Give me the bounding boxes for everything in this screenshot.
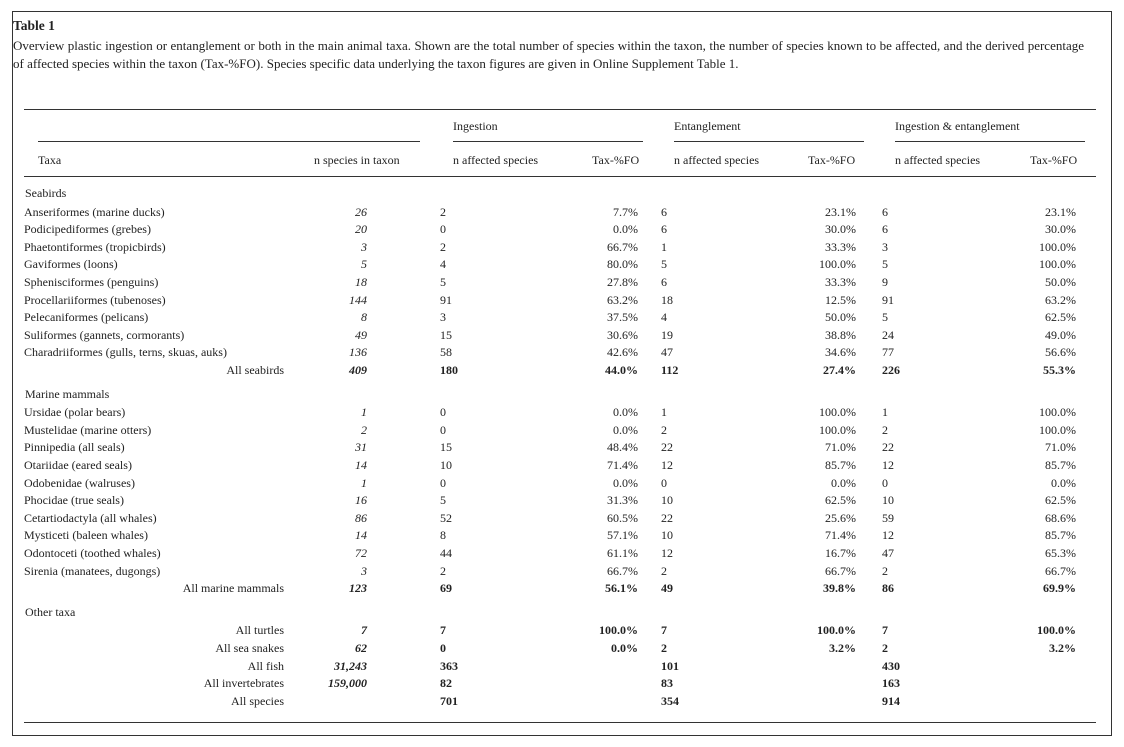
cell-both-n: 86 xyxy=(882,581,894,596)
cell-ingestion-n: 4 xyxy=(440,257,446,272)
cell-n-species: 123 xyxy=(349,581,367,596)
cell-entanglement-n: 10 xyxy=(661,528,673,543)
table-row xyxy=(24,309,1084,326)
cell-entanglement-pct: 62.5% xyxy=(825,493,856,508)
cell-ingestion-pct: 0.0% xyxy=(611,641,638,655)
cell-taxa: Procellariiformes (tubenoses) xyxy=(24,292,166,307)
cell-ingestion-pct: 0.0% xyxy=(613,222,638,237)
cell-entanglement-pct: 30.0% xyxy=(825,222,856,237)
cell-taxa: Podicipediformes (grebes) xyxy=(24,222,151,237)
cell-taxa: All invertebrates xyxy=(203,676,284,691)
cell-n-species: 20 xyxy=(355,222,367,237)
cell-n-species: 1 xyxy=(361,405,367,420)
cell-both-n: 6 xyxy=(882,222,888,237)
cell-n-species: 3 xyxy=(361,563,367,578)
table-row xyxy=(24,492,1084,509)
cell-ingestion-n: 7 xyxy=(440,623,446,638)
cell-ingestion-pct: 66.7% xyxy=(607,563,638,578)
cell-taxa: Charadriiformes (gulls, terns, skuas, auks) xyxy=(24,345,227,360)
cell-entanglement-n: 22 xyxy=(661,440,673,455)
cell-entanglement-n: 1 xyxy=(661,239,667,254)
cell-n-species: 62 xyxy=(355,641,367,655)
cell-both-pct: 63.2% xyxy=(1045,292,1076,307)
cell-taxa: All seabirds xyxy=(226,363,284,377)
cell-ingestion-n: 0 xyxy=(440,475,446,490)
cell-n-species: 1 xyxy=(361,475,367,490)
cell-ingestion-pct: 56.1% xyxy=(605,581,638,596)
header-both-n: n affected species xyxy=(895,153,981,167)
cell-both-n: 5 xyxy=(882,257,888,272)
cell-ingestion-n: 91 xyxy=(440,292,452,307)
cell-both-pct: 71.0% xyxy=(1045,440,1076,455)
cell-ingestion-n: 2 xyxy=(440,563,446,578)
cell-both-n: 77 xyxy=(882,345,894,360)
header-both-pct: Tax-%FO xyxy=(1030,153,1078,167)
cell-ingestion-pct: 0.0% xyxy=(613,405,638,420)
cell-n-species: 49 xyxy=(355,327,367,342)
cell-entanglement-n: 7 xyxy=(661,623,667,638)
table-row xyxy=(24,274,1084,291)
cell-n-species: 31,243 xyxy=(334,658,367,673)
cell-entanglement-pct: 71.4% xyxy=(825,528,856,543)
table-total-row xyxy=(24,622,1084,639)
cell-entanglement-pct: 33.3% xyxy=(825,275,856,289)
cell-both-pct: 50.0% xyxy=(1045,275,1076,289)
table-row xyxy=(24,204,1084,221)
cell-ingestion-n: 82 xyxy=(440,676,452,691)
cell-entanglement-pct: 38.8% xyxy=(825,327,856,342)
cell-n-species: 86 xyxy=(355,510,367,525)
cell-taxa: Cetartiodactyla (all whales) xyxy=(24,510,157,525)
cell-entanglement-n: 19 xyxy=(661,327,673,342)
cell-entanglement-pct: 100.0% xyxy=(819,257,856,272)
cell-taxa: All species xyxy=(231,693,284,708)
cell-n-species: 16 xyxy=(355,493,367,508)
cell-entanglement-n: 12 xyxy=(661,458,673,472)
cell-ingestion-pct: 0.0% xyxy=(613,475,638,490)
table-caption: Overview plastic ingestion or entanglement or both in the main animal taxa. Shown are the total number of species within the taxon, the number of species known to be affected, and the derived percentage of affected species within the taxon (Tax-%FO). Species specific data underlying the taxon figures are given in Online Supplement Table 1. xyxy=(13,38,1084,71)
bottom-rule xyxy=(24,722,1096,723)
cell-both-pct: 100.0% xyxy=(1039,422,1076,437)
top-rule xyxy=(24,109,1096,110)
cell-taxa: All marine mammals xyxy=(182,581,284,596)
cell-ingestion-pct: 60.5% xyxy=(607,510,638,525)
cell-entanglement-pct: 100.0% xyxy=(819,405,856,420)
cell-both-n: 59 xyxy=(882,510,894,525)
cell-both-n: 1 xyxy=(882,405,888,420)
cell-entanglement-n: 4 xyxy=(661,310,667,325)
cell-both-pct: 68.6% xyxy=(1045,510,1076,525)
cell-ingestion-pct: 57.1% xyxy=(607,528,638,543)
cell-both-pct: 55.3% xyxy=(1043,363,1076,377)
cell-both-pct: 69.9% xyxy=(1043,581,1076,596)
cell-both-n: 22 xyxy=(882,440,894,455)
cell-entanglement-pct: 71.0% xyxy=(825,440,856,455)
cell-both-n: 12 xyxy=(882,458,894,472)
header-entanglement-pct: Tax-%FO xyxy=(808,153,856,167)
table-row xyxy=(24,475,1084,492)
cell-taxa: Odontoceti (toothed whales) xyxy=(24,546,161,560)
cell-ingestion-n: 701 xyxy=(440,693,458,708)
cell-both-pct: 100.0% xyxy=(1037,623,1076,638)
cell-ingestion-n: 15 xyxy=(440,327,452,342)
table-row xyxy=(24,256,1084,273)
cell-n-species: 3 xyxy=(361,239,367,254)
cell-both-n: 12 xyxy=(882,528,894,543)
table-total-row xyxy=(24,675,1084,692)
group-ingestion: Ingestion xyxy=(453,119,498,133)
cell-n-species: 26 xyxy=(355,204,367,219)
cell-entanglement-pct: 12.5% xyxy=(825,292,856,307)
cell-ingestion-n: 69 xyxy=(440,581,452,596)
group-rule-entanglement xyxy=(674,141,864,142)
cell-ingestion-n: 58 xyxy=(440,345,452,360)
cell-ingestion-n: 0 xyxy=(440,422,446,437)
cell-ingestion-n: 363 xyxy=(440,658,458,673)
cell-both-pct: 85.7% xyxy=(1045,458,1076,472)
cell-ingestion-n: 8 xyxy=(440,528,446,543)
cell-n-species: 14 xyxy=(355,528,367,543)
cell-both-pct: 65.3% xyxy=(1045,546,1076,560)
cell-ingestion-n: 2 xyxy=(440,204,446,219)
cell-taxa: All fish xyxy=(247,658,284,673)
table-row xyxy=(24,239,1084,256)
cell-entanglement-pct: 34.6% xyxy=(825,345,856,360)
cell-both-n: 163 xyxy=(882,676,900,691)
cell-taxa: Phaetontiformes (tropicbirds) xyxy=(24,239,166,254)
cell-entanglement-n: 2 xyxy=(661,641,667,655)
cell-entanglement-pct: 25.6% xyxy=(825,510,856,525)
cell-entanglement-n: 6 xyxy=(661,275,667,289)
cell-both-n: 91 xyxy=(882,292,894,307)
cell-n-species: 31 xyxy=(355,440,367,455)
cell-ingestion-pct: 61.1% xyxy=(607,546,638,560)
cell-ingestion-n: 3 xyxy=(440,310,446,325)
section-title: Marine mammals xyxy=(25,386,110,401)
cell-ingestion-n: 15 xyxy=(440,440,452,455)
cell-both-pct: 0.0% xyxy=(1051,475,1076,490)
cell-entanglement-n: 2 xyxy=(661,563,667,578)
cell-entanglement-n: 1 xyxy=(661,405,667,420)
cell-entanglement-n: 22 xyxy=(661,510,673,525)
table-row xyxy=(24,327,1084,344)
cell-both-pct: 49.0% xyxy=(1045,327,1076,342)
cell-taxa: All sea snakes xyxy=(215,641,284,655)
cell-n-species: 144 xyxy=(349,292,367,307)
cell-ingestion-pct: 80.0% xyxy=(607,257,638,272)
cell-ingestion-n: 10 xyxy=(440,458,452,472)
cell-entanglement-n: 101 xyxy=(661,658,679,673)
cell-entanglement-n: 5 xyxy=(661,257,667,272)
cell-n-species: 136 xyxy=(349,345,367,360)
cell-n-species: 18 xyxy=(355,275,367,289)
table-row xyxy=(24,292,1084,309)
table-total-row xyxy=(24,640,1084,657)
header-entanglement-n: n affected species xyxy=(674,153,760,167)
cell-ingestion-pct: 7.7% xyxy=(613,204,638,219)
table-total-row xyxy=(24,580,1084,597)
cell-both-n: 6 xyxy=(882,204,888,219)
cell-ingestion-pct: 31.3% xyxy=(607,493,638,508)
cell-both-pct: 100.0% xyxy=(1039,239,1076,254)
cell-both-n: 2 xyxy=(882,563,888,578)
section-title: Seabirds xyxy=(25,186,67,200)
cell-taxa: Phocidae (true seals) xyxy=(24,493,124,508)
cell-entanglement-n: 49 xyxy=(661,581,673,596)
table-row xyxy=(24,404,1084,421)
cell-entanglement-n: 83 xyxy=(661,676,673,691)
cell-both-pct: 56.6% xyxy=(1045,345,1076,360)
cell-ingestion-pct: 0.0% xyxy=(613,422,638,437)
cell-entanglement-n: 6 xyxy=(661,204,667,219)
header-n-species: n species in taxon xyxy=(314,153,400,167)
cell-both-pct: 85.7% xyxy=(1045,528,1076,543)
cell-both-pct: 3.2% xyxy=(1049,641,1076,655)
cell-entanglement-pct: 50.0% xyxy=(825,310,856,325)
cell-taxa: Mustelidae (marine otters) xyxy=(24,422,152,437)
cell-entanglement-pct: 85.7% xyxy=(825,458,856,472)
cell-ingestion-pct: 30.6% xyxy=(607,327,638,342)
cell-entanglement-n: 2 xyxy=(661,422,667,437)
cell-entanglement-n: 10 xyxy=(661,493,673,508)
cell-entanglement-n: 0 xyxy=(661,475,667,490)
table-row xyxy=(24,422,1084,439)
cell-n-species: 8 xyxy=(361,310,367,325)
cell-both-n: 47 xyxy=(882,546,894,560)
cell-taxa: Otariidae (eared seals) xyxy=(24,458,132,472)
cell-ingestion-pct: 27.8% xyxy=(607,275,638,289)
cell-taxa: Suliformes (gannets, cormorants) xyxy=(24,327,185,342)
cell-both-pct: 30.0% xyxy=(1045,222,1076,237)
table-row xyxy=(24,439,1084,456)
cell-ingestion-pct: 71.4% xyxy=(607,458,638,472)
group-rule-left xyxy=(38,141,420,142)
cell-n-species: 159,000 xyxy=(328,676,367,691)
cell-ingestion-n: 44 xyxy=(440,546,452,560)
cell-taxa: Mysticeti (baleen whales) xyxy=(24,528,148,543)
cell-taxa: Ursidae (polar bears) xyxy=(24,405,126,420)
cell-taxa: Gaviformes (loons) xyxy=(24,257,118,272)
cell-both-n: 3 xyxy=(882,239,888,254)
cell-taxa: Sirenia (manatees, dugongs) xyxy=(24,563,161,578)
cell-both-pct: 62.5% xyxy=(1045,310,1076,325)
cell-both-n: 9 xyxy=(882,275,888,289)
cell-ingestion-n: 2 xyxy=(440,239,446,254)
cell-n-species: 72 xyxy=(355,546,367,560)
cell-taxa: Anseriformes (marine ducks) xyxy=(24,204,165,219)
table-row xyxy=(24,457,1084,474)
cell-taxa: Odobenidae (walruses) xyxy=(24,475,135,490)
cell-both-n: 5 xyxy=(882,310,888,325)
cell-ingestion-pct: 44.0% xyxy=(605,363,638,377)
group-entanglement: Entanglement xyxy=(674,119,741,133)
cell-both-n: 10 xyxy=(882,493,894,508)
cell-n-species: 5 xyxy=(361,257,367,272)
cell-entanglement-n: 47 xyxy=(661,345,673,360)
cell-ingestion-n: 180 xyxy=(440,363,458,377)
table-total-row xyxy=(24,658,1084,675)
cell-both-n: 2 xyxy=(882,422,888,437)
cell-both-pct: 62.5% xyxy=(1045,493,1076,508)
cell-both-n: 7 xyxy=(882,623,888,638)
cell-both-n: 0 xyxy=(882,475,888,490)
cell-both-pct: 100.0% xyxy=(1039,405,1076,420)
cell-ingestion-pct: 37.5% xyxy=(607,310,638,325)
cell-entanglement-pct: 3.2% xyxy=(829,641,856,655)
cell-taxa: Sphenisciformes (penguins) xyxy=(24,275,159,289)
group-both: Ingestion & entanglement xyxy=(895,119,1020,133)
cell-ingestion-n: 5 xyxy=(440,493,446,508)
cell-n-species: 14 xyxy=(355,458,367,472)
cell-ingestion-pct: 100.0% xyxy=(599,623,638,638)
cell-entanglement-pct: 27.4% xyxy=(823,363,856,377)
cell-n-species: 2 xyxy=(361,422,367,437)
cell-both-pct: 66.7% xyxy=(1045,563,1076,578)
cell-entanglement-n: 6 xyxy=(661,222,667,237)
cell-taxa: Pelecaniformes (pelicans) xyxy=(24,310,149,325)
cell-ingestion-n: 0 xyxy=(440,222,446,237)
cell-ingestion-pct: 42.6% xyxy=(607,345,638,360)
cell-entanglement-n: 18 xyxy=(661,292,673,307)
cell-ingestion-n: 5 xyxy=(440,275,446,289)
cell-ingestion-n: 0 xyxy=(440,641,446,655)
cell-taxa: All turtles xyxy=(235,623,284,638)
table-row xyxy=(24,510,1084,527)
cell-ingestion-n: 52 xyxy=(440,510,452,525)
cell-n-species: 409 xyxy=(349,363,367,377)
table-row xyxy=(24,545,1084,562)
header-rule xyxy=(24,176,1096,177)
cell-ingestion-pct: 66.7% xyxy=(607,239,638,254)
cell-entanglement-pct: 0.0% xyxy=(831,475,856,490)
header-ingestion-pct: Tax-%FO xyxy=(592,153,640,167)
cell-entanglement-pct: 23.1% xyxy=(825,204,856,219)
cell-entanglement-pct: 100.0% xyxy=(819,422,856,437)
cell-both-pct: 100.0% xyxy=(1039,257,1076,272)
section-title: Other taxa xyxy=(25,604,76,619)
cell-ingestion-pct: 48.4% xyxy=(607,440,638,455)
cell-both-n: 430 xyxy=(882,658,900,673)
table-row xyxy=(24,527,1084,544)
cell-entanglement-n: 354 xyxy=(661,693,679,708)
cell-both-n: 24 xyxy=(882,327,894,342)
cell-ingestion-pct: 63.2% xyxy=(607,292,638,307)
cell-both-n: 2 xyxy=(882,641,888,655)
table-total-row xyxy=(24,362,1084,379)
group-rule-ingestion xyxy=(453,141,643,142)
cell-taxa: Pinnipedia (all seals) xyxy=(24,440,125,455)
cell-entanglement-pct: 100.0% xyxy=(817,623,856,638)
cell-n-species: 7 xyxy=(361,623,367,638)
cell-entanglement-n: 12 xyxy=(661,546,673,560)
group-rule-both xyxy=(895,141,1085,142)
header-taxa: Taxa xyxy=(38,153,62,167)
table-row xyxy=(24,344,1084,361)
header-ingestion-n: n affected species xyxy=(453,153,539,167)
cell-entanglement-pct: 39.8% xyxy=(823,581,856,596)
cell-both-n: 226 xyxy=(882,363,900,377)
cell-entanglement-pct: 33.3% xyxy=(825,239,856,254)
cell-entanglement-pct: 66.7% xyxy=(825,563,856,578)
table-label: Table 1 xyxy=(13,18,55,33)
cell-ingestion-n: 0 xyxy=(440,405,446,420)
table-total-row xyxy=(24,693,1084,710)
table-row xyxy=(24,221,1084,238)
table-row xyxy=(24,563,1084,580)
cell-both-n: 914 xyxy=(882,693,900,708)
cell-entanglement-n: 112 xyxy=(661,363,679,377)
cell-entanglement-pct: 16.7% xyxy=(825,546,856,560)
cell-both-pct: 23.1% xyxy=(1045,204,1076,219)
